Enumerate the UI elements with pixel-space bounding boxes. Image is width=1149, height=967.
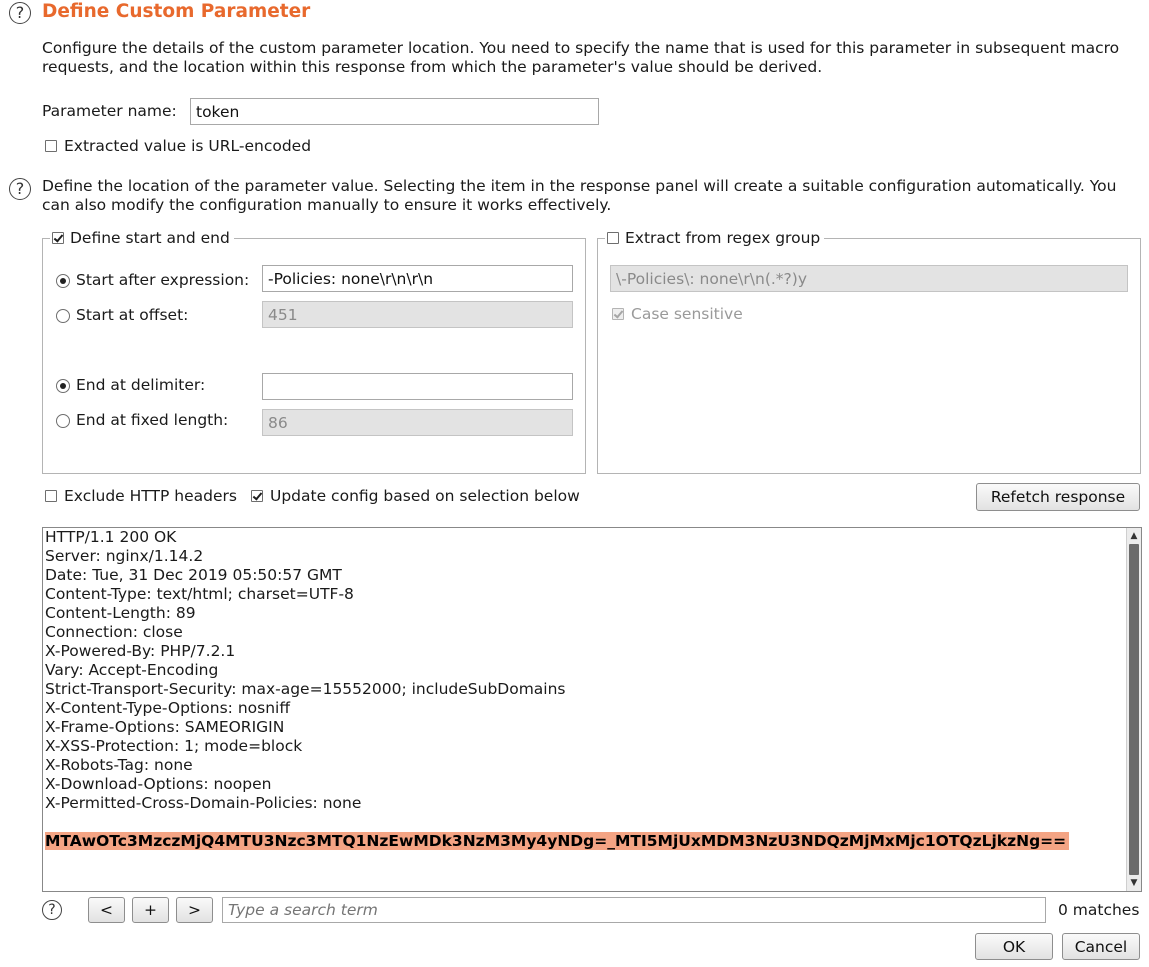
response-line[interactable]: Connection: close [45, 623, 183, 641]
dialog-title: Define Custom Parameter [42, 1, 311, 22]
response-line[interactable] [45, 832, 1069, 851]
arrow-up-icon[interactable]: ▲ [1130, 531, 1138, 541]
response-line[interactable]: Vary: Accept-Encoding [45, 661, 219, 679]
response-line[interactable]: HTTP/1.1 200 OK [45, 528, 177, 546]
start-end-legend [50, 229, 234, 247]
response-line[interactable]: Strict-Transport-Security: max-age=15552000; includeSubDomains [45, 680, 566, 698]
add-search-button[interactable]: + [132, 897, 169, 923]
response-line[interactable]: Content-Length: 89 [45, 604, 196, 622]
regex-group-label: Extract from regex group [625, 229, 821, 247]
match-count: 0 matches [1058, 901, 1140, 919]
response-line[interactable] [45, 813, 1069, 832]
parameter-name-label: Parameter name: [42, 102, 177, 120]
start-after-label: Start after expression: [76, 271, 250, 289]
url-encoded-checkbox[interactable] [45, 140, 57, 152]
response-line[interactable]: X-Download-Options: noopen [45, 775, 272, 793]
refetch-response-button[interactable]: Refetch response [976, 483, 1140, 511]
search-input[interactable] [222, 897, 1046, 923]
end-fixed-length-radio[interactable] [56, 414, 70, 428]
response-panel[interactable] [42, 527, 1142, 892]
arrow-down-icon[interactable]: ▼ [1130, 878, 1138, 888]
start-after-radio[interactable] [56, 274, 70, 288]
parameter-name-input[interactable] [190, 98, 599, 125]
start-after-input[interactable] [262, 265, 573, 292]
url-encoded-label: Extracted value is URL-encoded [64, 137, 312, 155]
response-scrollbar[interactable] [1126, 528, 1141, 891]
define-start-end-checkbox[interactable] [52, 232, 64, 244]
end-fixed-length-label: End at fixed length: [76, 411, 229, 429]
case-sensitive-label: Case sensitive [631, 305, 743, 323]
scrollbar-thumb[interactable] [1129, 544, 1139, 875]
regex-legend [605, 229, 824, 247]
end-delimiter-label: End at delimiter: [76, 376, 206, 394]
response-line[interactable]: X-Permitted-Cross-Domain-Policies: none [45, 794, 362, 812]
prev-match-button[interactable]: < [88, 897, 125, 923]
end-fixed-length-input[interactable] [262, 409, 573, 436]
end-delimiter-radio[interactable] [56, 379, 70, 393]
update-config-label: Update config based on selection below [270, 487, 580, 505]
response-line[interactable]: Date: Tue, 31 Dec 2019 05:50:57 GMT [45, 566, 342, 584]
update-config-checkbox[interactable] [251, 490, 263, 502]
response-text[interactable] [45, 528, 1069, 851]
help-icon[interactable]: ? [42, 900, 62, 920]
start-offset-radio[interactable] [56, 309, 70, 323]
intro-text: Configure the details of the custom parameter location. You need to specify the name that is used for this parameter in subsequent macro requests, and the location within this response from which the parameter's value should be derived. [42, 39, 1120, 76]
regex-group-checkbox[interactable] [607, 232, 619, 244]
help-icon[interactable]: ? [9, 2, 31, 24]
end-delimiter-input[interactable] [262, 373, 573, 400]
regex-input[interactable] [610, 265, 1128, 292]
response-line[interactable]: X-Frame-Options: SAMEORIGIN [45, 718, 285, 736]
case-sensitive-checkbox[interactable] [612, 308, 624, 320]
response-line[interactable]: X-XSS-Protection: 1; mode=block [45, 737, 303, 755]
cancel-button[interactable]: Cancel [1062, 933, 1140, 960]
response-line[interactable]: Server: nginx/1.14.2 [45, 547, 204, 565]
response-line[interactable]: Content-Type: text/html; charset=UTF-8 [45, 585, 354, 603]
ok-button[interactable]: OK [975, 933, 1053, 960]
start-offset-label: Start at offset: [76, 306, 189, 324]
start-offset-input[interactable] [262, 301, 573, 328]
next-match-button[interactable]: > [176, 897, 213, 923]
response-line[interactable]: X-Powered-By: PHP/7.2.1 [45, 642, 236, 660]
exclude-headers-label: Exclude HTTP headers [64, 487, 237, 505]
help-icon[interactable]: ? [9, 178, 31, 200]
location-description: Define the location of the parameter value. Selecting the item in the response panel will create a suitable configuration automatically. You can also modify the configuration manually to ensure it works effectively. [42, 177, 1117, 214]
selected-token-value[interactable]: MTAwOTc3MzczMjQ4MTU3Nzc3MTQ1NzEwMDk3NzM3My4yNDg=_MTI5MjUxMDM3NzU3NDQzMjMxMjc1OTQzLjkzNg== [45, 832, 1069, 850]
response-line[interactable]: X-Robots-Tag: none [45, 756, 193, 774]
exclude-headers-checkbox[interactable] [45, 490, 57, 502]
define-start-end-label: Define start and end [70, 229, 230, 247]
response-line[interactable]: X-Content-Type-Options: nosniff [45, 699, 291, 717]
